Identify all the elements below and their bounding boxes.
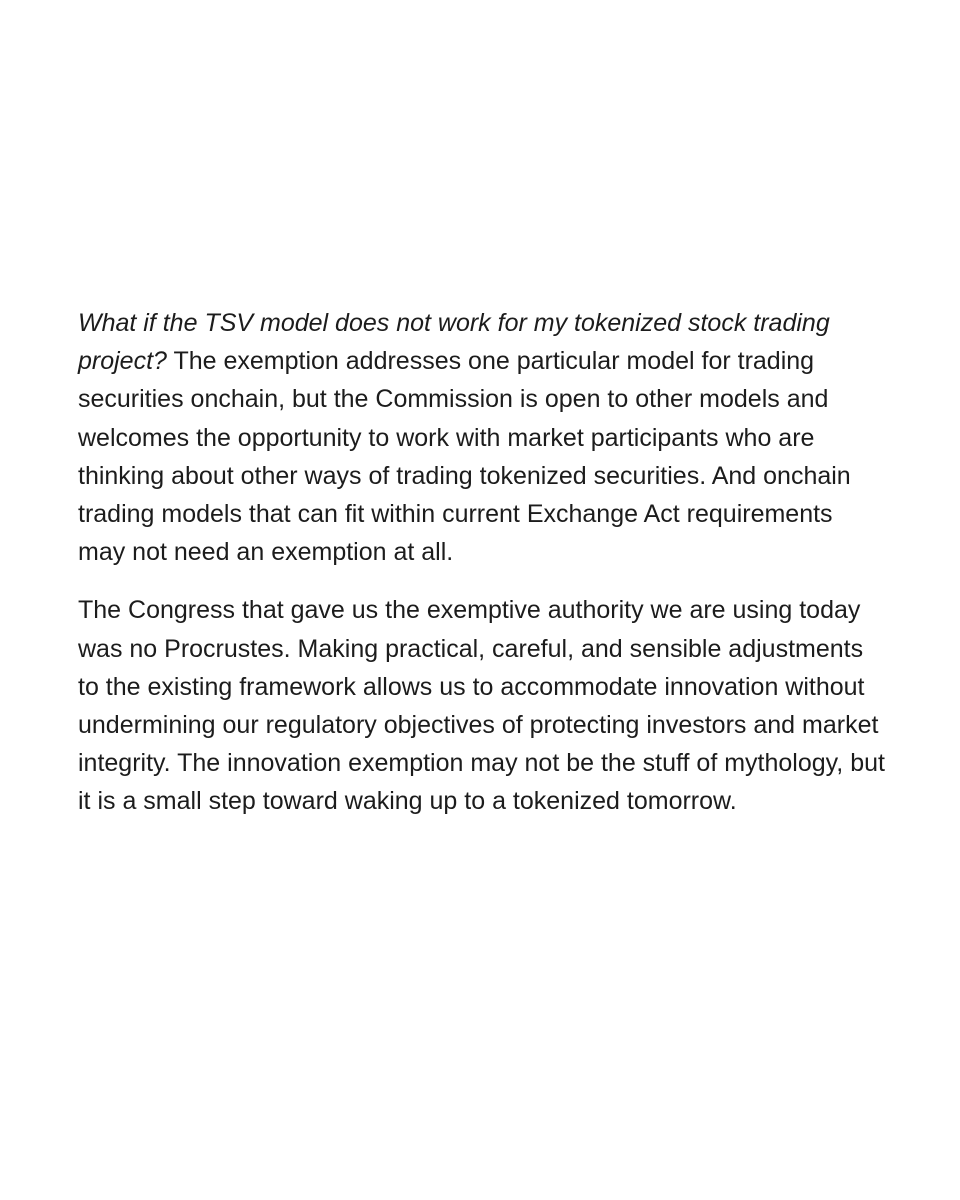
paragraph-tsv-model <box>78 304 886 571</box>
paragraph-tsv-model-text: The exemption addresses one particular model for trading securities onchain, but the Commission is open to other models and welcomes the opportunity to work with market participants who are thinking about other ways of trading tokenized securities. And onchain trading models that can fit within current Exchange Act requirements may not need an exemption at all. <box>78 347 851 567</box>
italic-question: What if the TSV model does not work for my tokenized stock trading project? <box>78 309 830 376</box>
paragraph-congress: The Congress that gave us the exemptive authority we are using today was no Procrustes. Making practical, careful, and sensible adjustments to the existing framework allows us to accommodate innovation without undermining our regulatory objectives of protecting investors and market integrity. The innovation exemption may not be the stuff of mythology, but it is a small step toward waking up to a tokenized tomorrow. <box>78 596 885 816</box>
document-body <box>78 304 886 821</box>
